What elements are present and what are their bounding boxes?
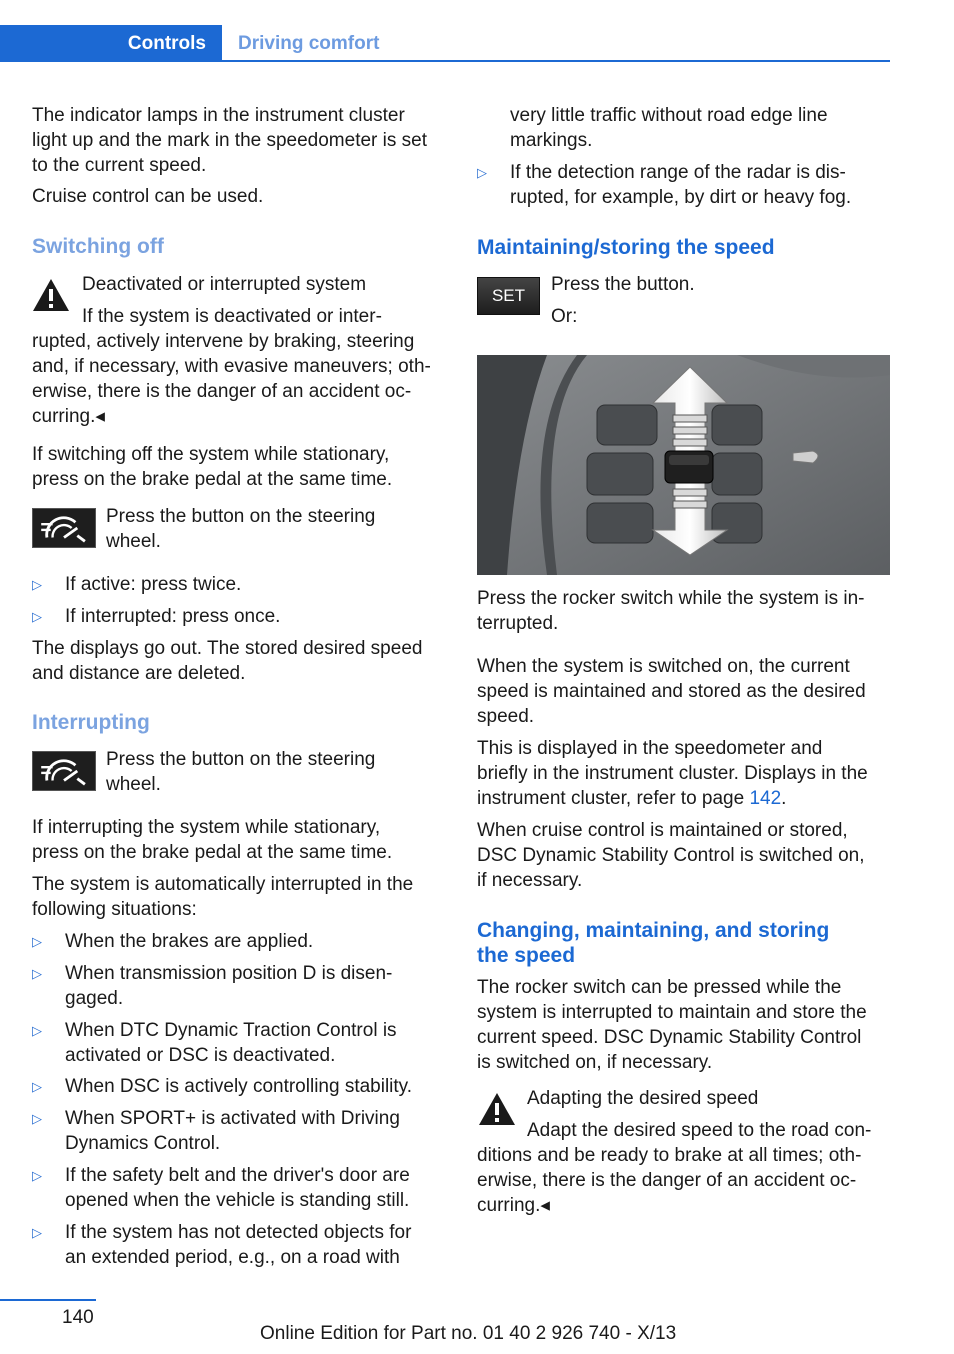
intro-cruise: Cruise control can be used. [32,186,264,207]
or-label: Or: [551,306,578,327]
displays-paragraph: The displays go out. The stored desired speed and distance are deleted. [32,638,423,684]
cruise-control-button-icon [32,508,96,548]
page-reference-link[interactable]: 142 [749,788,782,809]
bullet-icon: ▷ [32,1023,42,1038]
stationary-paragraph: If switching off the system while stationary, press on the brake pedal at the same time. [32,444,393,490]
changing-body: The rocker switch can be pressed while the system is interrupted to maintain and store the current speed. DSC Dynamic Stability Control is switched on, if necessary. [477,977,867,1073]
warning-icon [31,276,71,314]
rocker-paragraph: Press the rocker switch while the system is in- terrupted. [477,588,865,634]
heading-maintaining: Maintaining/storing the speed [477,236,775,259]
steering-wheel-rocker-image [477,355,890,575]
switched-on-paragraph: When the system is switched on, the current speed is maintained and stored as the desired speed. [477,656,866,727]
bullet-icon: ▷ [32,1168,42,1183]
header-section: Controls [127,33,206,54]
press-button-text: Press the button on the steering wheel. [106,749,376,795]
bullet-icon: ▷ [32,1225,42,1240]
heading-switching-off: Switching off [32,235,164,258]
dsc-paragraph: When cruise control is maintained or stored, DSC Dynamic Stability Control is switched on, if necessary. [477,820,865,891]
displayed-paragraph: This is displayed in the speedometer and briefly in the instrument cluster. Displays in the instrument cluster, refer to page 142. [477,738,868,809]
cruise-control-button-icon [32,751,96,791]
header-rule [222,60,890,62]
warning-line: If the system is deactivated or inter- [82,306,382,327]
header-chapter: Driving comfort [238,33,380,54]
press-the-button: Press the button. [551,274,695,295]
warning-title: Deactivated or interrupted system [82,274,367,295]
bullet-icon: ▷ [477,165,487,180]
edition-note: Online Edition for Part no. 01 40 2 926 740 - X/13 [260,1323,677,1344]
bullet-icon: ▷ [32,934,42,949]
bullet-icon: ▷ [32,609,42,624]
intro-paragraph: The indicator lamps in the instrument cluster light up and the mark in the speedometer is set to the current speed. [32,105,428,176]
set-button-icon: SET [477,277,540,315]
bullet-icon: ▷ [32,966,42,981]
warning-body: rupted, actively intervene by braking, steering and, if necessary, with evasive maneuvers; oth- erwise, there is the danger of an accident oc- curring.◂ [32,331,431,427]
auto-interrupt-paragraph: The system is automatically interrupted in the following situations: [32,874,414,920]
bullet-icon: ▷ [32,577,42,592]
warning-body: ditions and be ready to brake at all times; oth- erwise, there is the danger of an accident oc- curring.◂ [477,1145,862,1216]
interrupt-stationary-paragraph: If interrupting the system while stationary, press on the brake pedal at the same time. [32,817,393,863]
footer-rule [0,1299,96,1301]
warning-title: Adapting the desired speed [527,1088,759,1109]
warning-line: Adapt the desired speed to the road con- [527,1120,872,1141]
press-button-text: Press the button on the steering wheel. [106,506,376,552]
continued-bullet-text: very little traffic without road edge line markings. [510,105,828,151]
page-number: 140 [62,1307,94,1328]
heading-changing: Changing, maintaining, and storing the speed [477,919,830,967]
bullet-icon: ▷ [32,1079,42,1094]
bullet-icon: ▷ [32,1111,42,1126]
heading-interrupting: Interrupting [32,711,150,734]
warning-icon [477,1090,517,1128]
